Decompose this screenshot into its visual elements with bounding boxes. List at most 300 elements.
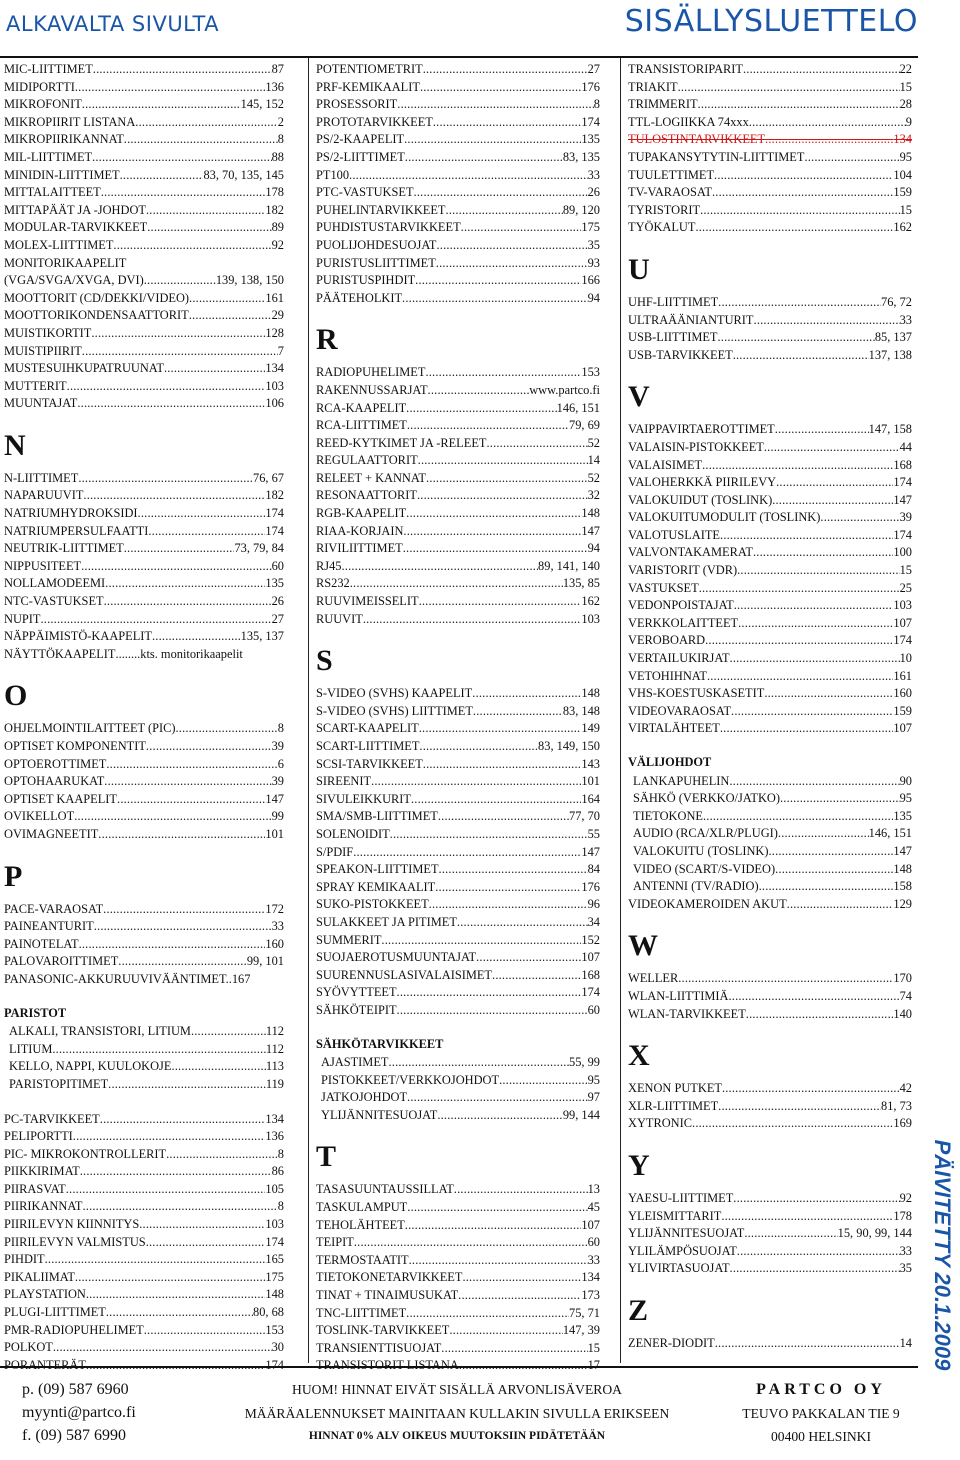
dot-leader bbox=[82, 96, 241, 114]
entry-label: SUKO-PISTOKKEET bbox=[316, 897, 429, 912]
page-ref: 33 bbox=[271, 919, 284, 934]
index-entry[interactable] bbox=[4, 1357, 284, 1375]
index-entry[interactable] bbox=[316, 149, 600, 167]
index-entry[interactable] bbox=[316, 1217, 600, 1235]
page-ref: 152 bbox=[581, 932, 600, 947]
index-entry[interactable] bbox=[628, 1208, 912, 1226]
index-entry[interactable] bbox=[316, 487, 600, 505]
index-entry[interactable] bbox=[4, 343, 284, 361]
index-entry[interactable] bbox=[316, 452, 600, 470]
page-ref: 106 bbox=[265, 396, 284, 411]
index-entry[interactable] bbox=[4, 558, 284, 576]
dot-leader bbox=[445, 202, 562, 220]
entry-label: SUMMERIT bbox=[316, 932, 382, 947]
index-entry[interactable] bbox=[628, 580, 912, 598]
dot-leader bbox=[787, 896, 894, 914]
dot-leader bbox=[105, 575, 265, 593]
page-ref: 104 bbox=[893, 167, 912, 182]
index-entry[interactable] bbox=[4, 1286, 284, 1304]
index-entry[interactable] bbox=[316, 861, 600, 879]
index-entry[interactable] bbox=[316, 756, 600, 774]
index-entry[interactable] bbox=[316, 611, 600, 629]
entry-label: PARISTOPITIMET bbox=[9, 1076, 109, 1091]
dot-leader bbox=[733, 347, 869, 365]
entry-label: MITTAPÄÄT JA -JOHDOT bbox=[4, 202, 146, 217]
index-entry[interactable] bbox=[4, 202, 284, 220]
page-ref: 178 bbox=[893, 1208, 912, 1223]
index-entry[interactable] bbox=[628, 1335, 912, 1353]
index-entry[interactable] bbox=[628, 474, 912, 492]
page-ref: 22 bbox=[899, 62, 912, 76]
dot-leader bbox=[148, 523, 265, 541]
index-entry[interactable] bbox=[628, 650, 912, 668]
page-ref: 15 bbox=[899, 202, 912, 217]
page-ref: 13 bbox=[587, 1182, 600, 1197]
index-entry[interactable] bbox=[316, 1072, 600, 1090]
page-ref: 14 bbox=[899, 1335, 912, 1350]
index-entry[interactable] bbox=[628, 544, 912, 562]
index-entry[interactable] bbox=[628, 896, 912, 914]
index-entry[interactable] bbox=[4, 808, 284, 826]
dot-leader bbox=[730, 1260, 900, 1278]
index-entry[interactable] bbox=[628, 439, 912, 457]
index-entry[interactable] bbox=[628, 96, 912, 114]
index-entry[interactable] bbox=[316, 984, 600, 1002]
index-entry[interactable] bbox=[4, 971, 284, 989]
index-entry[interactable] bbox=[4, 395, 284, 413]
index-entry[interactable] bbox=[628, 988, 912, 1006]
index-entry[interactable] bbox=[316, 932, 600, 950]
index-entry[interactable] bbox=[628, 1006, 912, 1024]
page-ref: 35 bbox=[587, 237, 600, 252]
page-ref: 99 bbox=[271, 809, 284, 824]
index-entry[interactable] bbox=[4, 628, 284, 646]
index-entry[interactable] bbox=[628, 668, 912, 686]
index-entry[interactable] bbox=[4, 720, 284, 738]
index-entry[interactable] bbox=[628, 457, 912, 475]
index-entry[interactable] bbox=[316, 237, 600, 255]
index-entry[interactable] bbox=[628, 347, 912, 365]
index-entry[interactable] bbox=[628, 878, 912, 896]
index-entry[interactable] bbox=[316, 272, 600, 290]
index-entry[interactable] bbox=[628, 329, 912, 347]
page-ref: 107 bbox=[893, 615, 912, 630]
index-entry[interactable] bbox=[316, 1357, 600, 1375]
index-entry[interactable] bbox=[4, 540, 284, 558]
dot-leader bbox=[101, 184, 266, 202]
index-entry[interactable] bbox=[316, 202, 600, 220]
dot-leader bbox=[734, 597, 894, 615]
dot-leader bbox=[678, 970, 893, 988]
index-entry[interactable] bbox=[4, 575, 284, 593]
index-entry[interactable] bbox=[4, 219, 284, 237]
index-entry[interactable] bbox=[4, 1076, 284, 1094]
index-entry[interactable] bbox=[628, 527, 912, 545]
entry-label: NAPARUUVIT bbox=[4, 488, 84, 503]
index-entry[interactable] bbox=[316, 1269, 600, 1287]
index-entry[interactable] bbox=[4, 114, 284, 132]
index-entry[interactable] bbox=[628, 184, 912, 202]
index-entry[interactable] bbox=[316, 167, 600, 185]
page-ref: 128 bbox=[265, 325, 284, 340]
index-entry[interactable] bbox=[4, 756, 284, 774]
page-ref: 107 bbox=[581, 1217, 600, 1232]
page-ref: 105 bbox=[265, 1181, 284, 1196]
index-entry[interactable] bbox=[628, 131, 912, 149]
index-entry[interactable] bbox=[4, 272, 284, 290]
entry-label: NUPIT bbox=[4, 611, 41, 626]
entry-label: MIKROFONIT bbox=[4, 97, 82, 112]
page-ref: 83, 149, 150 bbox=[538, 739, 600, 753]
entry-label: PUOLIJOHDESUOJAT bbox=[316, 237, 437, 252]
index-entry[interactable] bbox=[4, 1251, 284, 1269]
index-entry[interactable] bbox=[316, 290, 600, 308]
index-entry[interactable] bbox=[628, 79, 912, 97]
page-ref: 103 bbox=[265, 378, 284, 393]
dot-leader bbox=[820, 509, 899, 527]
dot-leader bbox=[98, 826, 265, 844]
entry-label: PIIRILEVYN KIINNITYS bbox=[4, 1217, 140, 1232]
index-entry[interactable] bbox=[316, 896, 600, 914]
index-entry[interactable] bbox=[628, 509, 912, 527]
index-entry[interactable] bbox=[4, 773, 284, 791]
entry-label: VETOHIHNAT bbox=[628, 668, 707, 683]
index-entry[interactable] bbox=[316, 79, 600, 97]
index-entry[interactable] bbox=[316, 720, 600, 738]
index-entry[interactable] bbox=[316, 114, 600, 132]
entry-label: TULOSTINTARVIKKEET bbox=[628, 132, 766, 147]
index-entry[interactable] bbox=[4, 1146, 284, 1164]
index-entry[interactable] bbox=[628, 808, 912, 826]
index-entry[interactable] bbox=[316, 61, 600, 79]
index-entry[interactable] bbox=[628, 615, 912, 633]
dot-leader bbox=[94, 918, 272, 936]
section-letter-w: W bbox=[628, 929, 658, 963]
index-entry[interactable] bbox=[316, 791, 600, 809]
dot-leader bbox=[419, 593, 582, 611]
index-entry[interactable] bbox=[316, 1089, 600, 1107]
index-entry[interactable] bbox=[628, 1115, 912, 1133]
index-entry[interactable] bbox=[4, 1128, 284, 1146]
index-entry[interactable] bbox=[4, 936, 284, 954]
dot-leader bbox=[74, 808, 271, 826]
index-entry[interactable] bbox=[628, 294, 912, 312]
entry-label: PTC-VASTUKSET bbox=[316, 185, 414, 200]
dot-leader bbox=[381, 932, 581, 950]
index-entry[interactable] bbox=[4, 1216, 284, 1234]
index-entry[interactable] bbox=[628, 632, 912, 650]
page-ref: 174 bbox=[893, 475, 912, 490]
entry-label: S-VIDEO (SVHS) LIITTIMET bbox=[316, 703, 473, 718]
index-entry[interactable] bbox=[316, 540, 600, 558]
index-entry[interactable] bbox=[316, 96, 600, 114]
index-entry[interactable] bbox=[316, 773, 600, 791]
entry-label: VALVONTAKAMERAT bbox=[628, 545, 753, 560]
entry-label: TYÖKALUT bbox=[628, 220, 696, 235]
index-entry[interactable] bbox=[4, 1181, 284, 1199]
page-ref: 34 bbox=[587, 914, 600, 929]
index-entry[interactable] bbox=[316, 1054, 600, 1072]
entry-label: PUHELINTARVIKKEET bbox=[316, 202, 446, 217]
dot-leader bbox=[419, 720, 582, 738]
index-entry[interactable] bbox=[628, 167, 912, 185]
updated-date-label bbox=[928, 1139, 956, 1370]
index-entry[interactable] bbox=[316, 1107, 600, 1125]
index-entry[interactable] bbox=[4, 611, 284, 629]
dot-leader bbox=[411, 791, 581, 809]
entry-label: TINAT + TINAIMUSUKAT bbox=[316, 1288, 459, 1303]
index-entry[interactable] bbox=[316, 685, 600, 703]
index-entry[interactable] bbox=[628, 790, 912, 808]
index-entry[interactable] bbox=[316, 575, 600, 593]
index-entry[interactable] bbox=[316, 808, 600, 826]
entry-label: KELLO, NAPPI, KUULOKOJE bbox=[9, 1059, 172, 1074]
dot-leader bbox=[737, 1243, 900, 1261]
index-entry[interactable] bbox=[628, 703, 912, 721]
index-entry[interactable] bbox=[316, 558, 600, 576]
index-entry[interactable] bbox=[316, 505, 600, 523]
back-to-start-link[interactable]: ALKAVALTA SIVULTA bbox=[6, 12, 220, 36]
index-entry[interactable] bbox=[628, 861, 912, 879]
index-entry[interactable] bbox=[4, 61, 284, 79]
index-entry[interactable] bbox=[316, 738, 600, 756]
index-entry[interactable] bbox=[316, 593, 600, 611]
index-entry[interactable] bbox=[628, 1190, 912, 1208]
index-entry[interactable] bbox=[316, 1322, 600, 1340]
index-entry[interactable] bbox=[4, 378, 284, 396]
page-ref: 174 bbox=[581, 985, 600, 1000]
index-entry[interactable] bbox=[4, 1023, 284, 1041]
dot-leader bbox=[146, 738, 272, 756]
page-ref: 79, 69 bbox=[569, 418, 600, 433]
index-entry[interactable] bbox=[4, 255, 284, 273]
index-entry[interactable] bbox=[316, 967, 600, 985]
header-rule bbox=[0, 56, 918, 58]
page-ref: 27 bbox=[587, 62, 600, 76]
entry-label: AJASTIMET bbox=[321, 1055, 389, 1070]
page-ref: 148 bbox=[581, 506, 600, 521]
page-ref: 83, 135 bbox=[562, 149, 600, 164]
index-entry[interactable] bbox=[628, 61, 912, 79]
index-entry[interactable] bbox=[4, 1111, 284, 1129]
index-entry[interactable] bbox=[316, 400, 600, 418]
entry-label: PIKALIIMAT bbox=[4, 1269, 75, 1284]
index-entry[interactable] bbox=[628, 1098, 912, 1116]
index-entry[interactable] bbox=[316, 1002, 600, 1020]
index-entry[interactable] bbox=[316, 255, 600, 273]
index-entry[interactable] bbox=[4, 523, 284, 541]
dot-leader bbox=[77, 395, 265, 413]
index-entry[interactable] bbox=[316, 844, 600, 862]
entry-label: ULTRAÄÄNIANTURIT bbox=[628, 312, 754, 327]
street-address: TEUVO PAKKALAN TIE 9 bbox=[742, 1406, 900, 1421]
index-entry[interactable] bbox=[316, 417, 600, 435]
index-entry[interactable] bbox=[4, 901, 284, 919]
index-entry[interactable] bbox=[628, 219, 912, 237]
dot-leader bbox=[718, 294, 881, 312]
index-entry[interactable] bbox=[628, 492, 912, 510]
index-entry[interactable] bbox=[316, 364, 600, 382]
dot-leader bbox=[92, 149, 272, 167]
dot-leader bbox=[462, 1269, 581, 1287]
index-entry[interactable] bbox=[4, 325, 284, 343]
dot-leader bbox=[139, 1216, 265, 1234]
entry-label: YLILÄMPÖSUOJAT bbox=[628, 1243, 737, 1258]
dot-leader bbox=[406, 1305, 569, 1323]
index-entry[interactable] bbox=[4, 826, 284, 844]
page-ref: 146, 151 bbox=[556, 400, 600, 415]
entry-label: YLIJÄNNITESUOJAT bbox=[321, 1107, 438, 1122]
index-entry[interactable] bbox=[4, 79, 284, 97]
index-entry[interactable] bbox=[628, 312, 912, 330]
index-entry[interactable] bbox=[316, 826, 600, 844]
index-entry[interactable] bbox=[4, 131, 284, 149]
index-entry[interactable] bbox=[4, 96, 284, 114]
dot-leader bbox=[124, 131, 278, 149]
entry-label: MIC-LIITTIMET bbox=[4, 62, 93, 76]
entry-label: NOLLAMODEEMI bbox=[4, 576, 106, 591]
index-entry[interactable] bbox=[4, 593, 284, 611]
index-entry[interactable] bbox=[628, 825, 912, 843]
section-letter-v: V bbox=[628, 380, 650, 414]
index-entry[interactable] bbox=[628, 149, 912, 167]
discount-notice: MÄÄRÄALENNUKSET MAINITAAN KULLAKIN SIVULLA ERIKSEEN bbox=[244, 1406, 670, 1421]
email-link[interactable]: myynti@partco.fi bbox=[22, 1404, 136, 1421]
dot-leader bbox=[405, 149, 563, 167]
index-entry[interactable] bbox=[316, 1199, 600, 1217]
index-entry[interactable] bbox=[4, 918, 284, 936]
entry-label: PUHDISTUSTARVIKKEET bbox=[316, 220, 461, 235]
index-entry[interactable] bbox=[4, 237, 284, 255]
entry-label: PURISTUSPIHDIT bbox=[316, 273, 416, 288]
index-entry[interactable] bbox=[316, 1252, 600, 1270]
index-entry[interactable] bbox=[4, 149, 284, 167]
index-entry[interactable] bbox=[4, 1198, 284, 1216]
page-ref: 83, 70, 135, 145 bbox=[203, 167, 284, 182]
index-entry[interactable] bbox=[628, 421, 912, 439]
dot-leader bbox=[499, 1072, 588, 1090]
dot-leader bbox=[715, 1335, 900, 1353]
page-ref: 107 bbox=[581, 950, 600, 965]
index-entry[interactable] bbox=[4, 953, 284, 971]
dot-leader bbox=[403, 540, 588, 558]
index-entry[interactable] bbox=[4, 487, 284, 505]
index-entry[interactable] bbox=[4, 505, 284, 523]
entry-label: RS232 bbox=[316, 576, 350, 591]
dot-leader bbox=[454, 1181, 588, 1199]
index-entry[interactable] bbox=[628, 562, 912, 580]
index-entry[interactable] bbox=[628, 1080, 912, 1098]
page-ref: 28 bbox=[899, 97, 912, 112]
index-entry[interactable] bbox=[316, 435, 600, 453]
index-entry[interactable] bbox=[4, 738, 284, 756]
dot-leader bbox=[437, 1107, 563, 1125]
dot-leader bbox=[435, 879, 581, 897]
index-entry[interactable] bbox=[316, 949, 600, 967]
index-entry[interactable] bbox=[4, 1269, 284, 1287]
page-ref: 161 bbox=[265, 290, 284, 305]
dot-leader bbox=[749, 114, 906, 132]
index-entry[interactable] bbox=[4, 1041, 284, 1059]
dot-leader bbox=[138, 505, 266, 523]
index-entry[interactable] bbox=[4, 470, 284, 488]
index-entry[interactable] bbox=[4, 1322, 284, 1340]
index-entry[interactable] bbox=[316, 703, 600, 721]
company-address bbox=[716, 1378, 926, 1448]
index-entry[interactable] bbox=[4, 1339, 284, 1357]
index-entry[interactable] bbox=[628, 1243, 912, 1261]
index-entry[interactable] bbox=[4, 307, 284, 325]
dot-leader bbox=[486, 435, 587, 453]
index-entry[interactable] bbox=[316, 1340, 600, 1358]
entry-label: TRANSISTORIPARIT bbox=[628, 62, 743, 76]
index-entry[interactable] bbox=[316, 1305, 600, 1323]
index-entry[interactable] bbox=[628, 843, 912, 861]
index-entry[interactable] bbox=[316, 1287, 600, 1305]
column-divider bbox=[620, 58, 621, 1363]
index-entry[interactable] bbox=[4, 1304, 284, 1322]
index-entry[interactable] bbox=[316, 131, 600, 149]
index-entry[interactable] bbox=[316, 914, 600, 932]
index-entry[interactable] bbox=[628, 1225, 912, 1243]
dot-leader bbox=[144, 272, 216, 290]
index-entry[interactable] bbox=[316, 879, 600, 897]
dot-leader bbox=[73, 1128, 266, 1146]
dot-leader bbox=[82, 1198, 277, 1216]
index-entry[interactable] bbox=[628, 597, 912, 615]
dot-leader bbox=[461, 219, 582, 237]
entry-label: TRANSISTORIT LISTANA bbox=[316, 1358, 459, 1373]
index-entry[interactable] bbox=[316, 219, 600, 237]
index-entry[interactable] bbox=[316, 184, 600, 202]
dot-leader bbox=[700, 202, 900, 220]
entry-label: MIDIPORTTI bbox=[4, 79, 75, 94]
index-entry[interactable] bbox=[316, 1234, 600, 1252]
index-entry[interactable] bbox=[4, 646, 284, 664]
dot-leader bbox=[45, 1251, 266, 1269]
index-entry[interactable] bbox=[316, 470, 600, 488]
index-entry[interactable] bbox=[628, 1260, 912, 1278]
index-entry[interactable] bbox=[4, 167, 284, 185]
index-entry[interactable] bbox=[628, 202, 912, 220]
index-entry[interactable] bbox=[628, 720, 912, 738]
index-entry[interactable] bbox=[4, 290, 284, 308]
spacer bbox=[4, 1094, 284, 1111]
index-entry[interactable] bbox=[4, 1234, 284, 1252]
dot-leader bbox=[746, 1006, 894, 1024]
index-entry[interactable] bbox=[316, 382, 600, 400]
page-ref: 134 bbox=[265, 361, 284, 376]
page-ref: 15, 90, 99, 144 bbox=[837, 1226, 912, 1241]
dot-leader bbox=[417, 487, 588, 505]
page-ref: 164 bbox=[581, 791, 600, 806]
index-entry[interactable] bbox=[4, 791, 284, 809]
index-entry[interactable] bbox=[316, 523, 600, 541]
page-ref: 168 bbox=[893, 457, 912, 472]
entry-label: VARISTORIT (VDR) bbox=[628, 563, 738, 578]
entry-label: OVIMAGNEETIT bbox=[4, 826, 99, 841]
index-entry[interactable] bbox=[4, 1058, 284, 1076]
index-entry[interactable] bbox=[628, 114, 912, 132]
page-ref: 178 bbox=[265, 185, 284, 200]
index-entry[interactable] bbox=[4, 1163, 284, 1181]
index-entry[interactable] bbox=[628, 970, 912, 988]
index-entry[interactable] bbox=[628, 773, 912, 791]
index-entry[interactable] bbox=[316, 1181, 600, 1199]
index-entry[interactable] bbox=[628, 685, 912, 703]
index-entry[interactable] bbox=[4, 360, 284, 378]
index-entry[interactable] bbox=[4, 184, 284, 202]
